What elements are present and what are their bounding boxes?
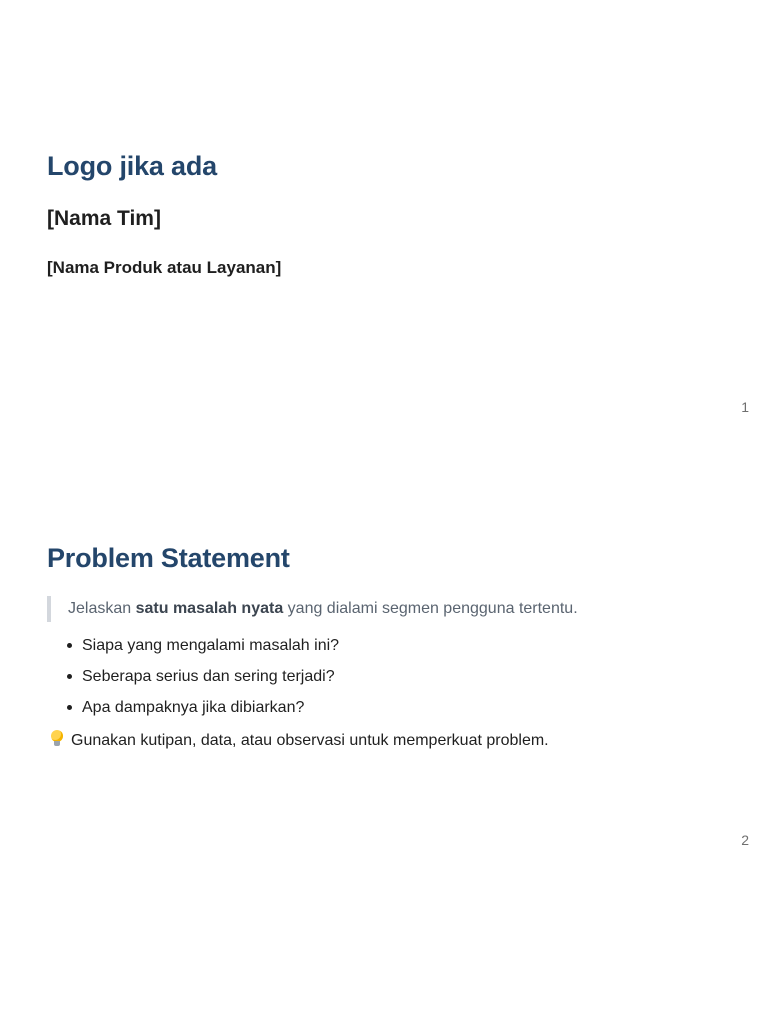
bullet-icon: [67, 674, 72, 679]
list-item: [65, 630, 339, 661]
tip-line: [50, 729, 549, 753]
bullet-icon: [67, 705, 72, 710]
slide-2: [0, 432, 768, 864]
list-item-text: Apa dampaknya jika dibiarkan?: [82, 699, 305, 716]
lightbulb-icon: [50, 730, 64, 748]
slide-1: [0, 0, 768, 432]
page-number: 2: [741, 832, 749, 848]
list-item: [65, 692, 339, 723]
slide-title: Problem Statement: [47, 543, 290, 573]
list-item-text: Siapa yang mengalami masalah ini?: [82, 637, 340, 654]
list-item-text: Seberapa serius dan sering terjadi?: [82, 668, 335, 685]
team-name: [Nama Tim]: [47, 207, 161, 230]
quote-prefix: Jelaskan: [68, 600, 136, 617]
page-number: 1: [741, 399, 749, 415]
instruction-quote: [47, 596, 578, 622]
quote-emphasis: satu masalah nyata: [135, 600, 284, 617]
tip-text: Gunakan kutipan, data, atau observasi untuk memperkuat problem.: [71, 732, 549, 749]
logo-placeholder-title: Logo jika ada: [47, 151, 217, 181]
question-list: [65, 630, 339, 723]
quote-suffix: yang dialami segmen pengguna tertentu.: [283, 600, 578, 617]
product-name: [Nama Produk atau Layanan]: [47, 258, 282, 277]
bullet-icon: [67, 643, 72, 648]
list-item: [65, 661, 339, 692]
